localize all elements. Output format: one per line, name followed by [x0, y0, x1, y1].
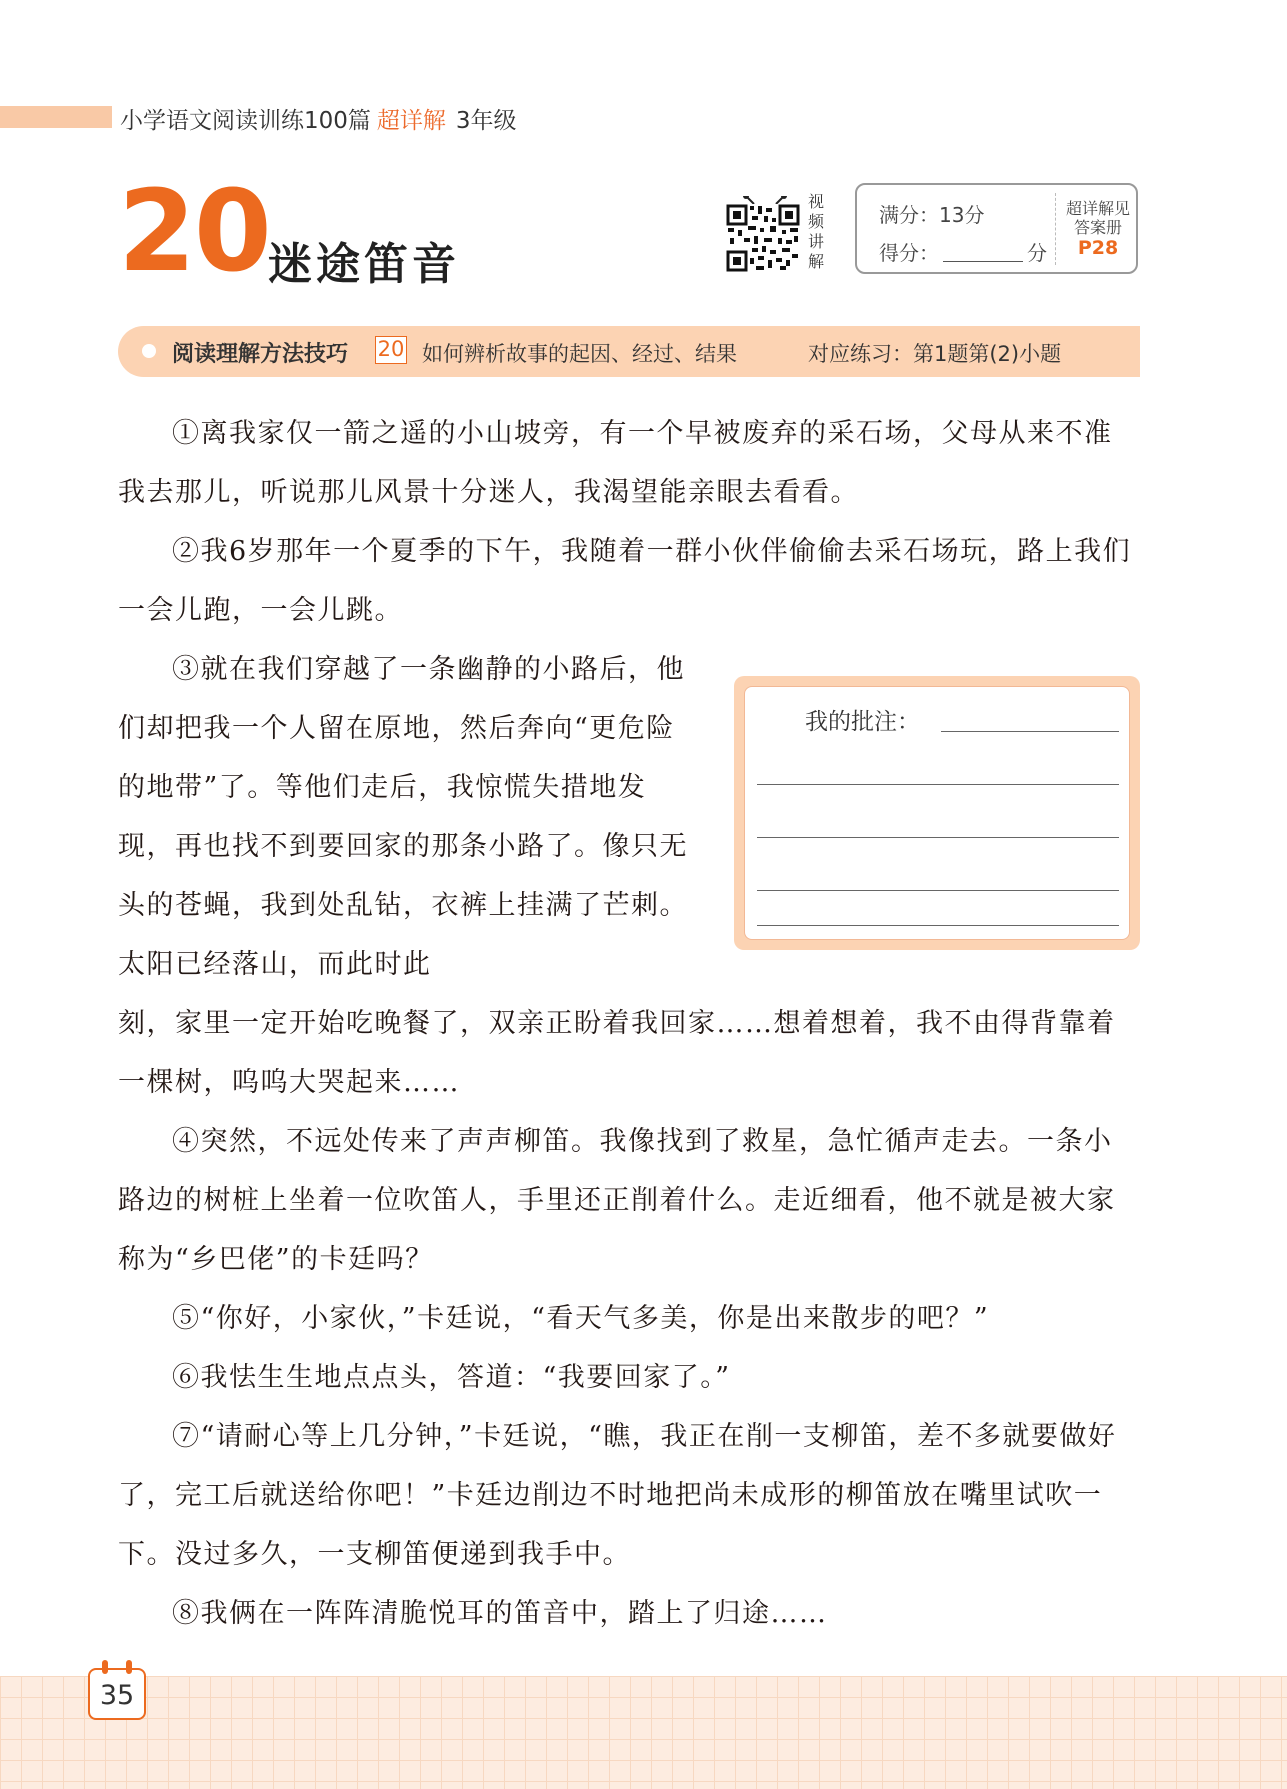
bullet-dot-icon	[142, 344, 156, 358]
score-blank[interactable]	[943, 261, 1023, 262]
paragraph-4: ④突然，不远处传来了声声柳笛。我像找到了救星，急忙循声走去。一条小路边的树桩上坐着一位吹笛人，手里还正削着什么。走近细看，他不就是被大家称为“乡巴佬”的卡廷吗？	[118, 1126, 1116, 1275]
paragraph-2: ②我6岁那年一个夏季的下午，我随着一群小伙伴偷偷去采石场玩，路上我们一会儿跑，一会儿跳。	[118, 536, 1132, 626]
footer-grid	[0, 1676, 1287, 1789]
skill-practice: 对应练习：第1题第(2)小题	[808, 342, 1062, 366]
page-number-badge	[88, 1668, 146, 1720]
video-lecture-label[interactable]: 视频讲解	[808, 192, 825, 271]
calendar-ring-icon	[126, 1660, 132, 1674]
paragraph-3: ③就在我们穿越了一条幽静的小路后，他们却把我一个人留在原地，然后奔向“更危险的地带”了。等他们走后，我惊慌失措地发现，再也找不到要回家的那条小路了。像只无头的苍蝇，我到处乱钻，衣裤上挂满了芒刺。太阳已经落山，而此时此	[118, 654, 688, 980]
lesson-title: 迷途笛音	[268, 239, 460, 290]
skill-banner	[118, 326, 1140, 377]
score-label: 得分：	[879, 241, 939, 265]
score-field	[879, 237, 1047, 266]
paragraph-6: ⑥我怯生生地点点头，答道：“我要回家了。”	[172, 1362, 731, 1393]
answer-page: P28	[1077, 237, 1119, 259]
annotation-area[interactable]	[744, 686, 1130, 940]
full-score: 满分：13分	[879, 203, 985, 227]
annotation-line[interactable]	[757, 784, 1119, 785]
qr-code-icon[interactable]	[724, 196, 806, 274]
annotation-line[interactable]	[757, 890, 1119, 891]
score-box	[855, 183, 1138, 274]
skill-title: 阅读理解方法技巧	[172, 342, 349, 367]
skill-number: 20	[375, 336, 407, 364]
book-title	[120, 102, 517, 135]
paragraph-1: ①离我家仅一箭之遥的小山坡旁，有一个早被废弃的采石场，父母从来不准我去那儿，听说那儿风景十分迷人，我渴望能亲眼去看看。	[118, 418, 1113, 508]
calendar-ring-icon	[102, 1660, 108, 1674]
header-accent-bar	[0, 106, 112, 128]
book-grade: 3年级	[455, 108, 517, 134]
paragraph-3-continued: 刻，家里一定开始吃晚餐了，双亲正盼着我回家……想着想着，我不由得背靠着一棵树，呜呜大哭起来……	[118, 1008, 1116, 1098]
annotation-line[interactable]	[757, 837, 1119, 838]
annotation-label: 我的批注：	[805, 709, 920, 735]
book-series-accent: 超详解	[376, 108, 446, 134]
page-number: 35	[99, 1680, 135, 1711]
paragraph-5: ⑤“你好，小家伙，”卡廷说，“看天气多美，你是出来散步的吧？”	[172, 1303, 990, 1334]
paragraph-8: ⑧我俩在一阵阵清脆悦耳的笛音中，踏上了归途……	[172, 1598, 828, 1629]
score-divider	[1055, 193, 1056, 265]
annotation-box	[734, 676, 1140, 950]
book-series: 小学语文阅读训练100篇	[120, 108, 371, 134]
answer-reference	[1060, 199, 1136, 258]
skill-topic: 如何辨析故事的起因、经过、结果	[422, 342, 737, 366]
lesson-number: 20	[118, 167, 270, 297]
score-unit: 分	[1027, 241, 1047, 265]
answer-reference-text: 超详解见答案册	[1065, 199, 1130, 237]
annotation-line[interactable]	[757, 925, 1119, 926]
annotation-line[interactable]	[941, 731, 1119, 732]
paragraph-7: ⑦“请耐心等上几分钟，”卡廷说，“瞧，我正在削一支柳笛，差不多就要做好了，完工后就送给你吧！”卡廷边削边不时地把尚未成形的柳笛放在嘴里试吹一下。没过多久，一支柳笛便递到我手中。	[118, 1421, 1117, 1570]
